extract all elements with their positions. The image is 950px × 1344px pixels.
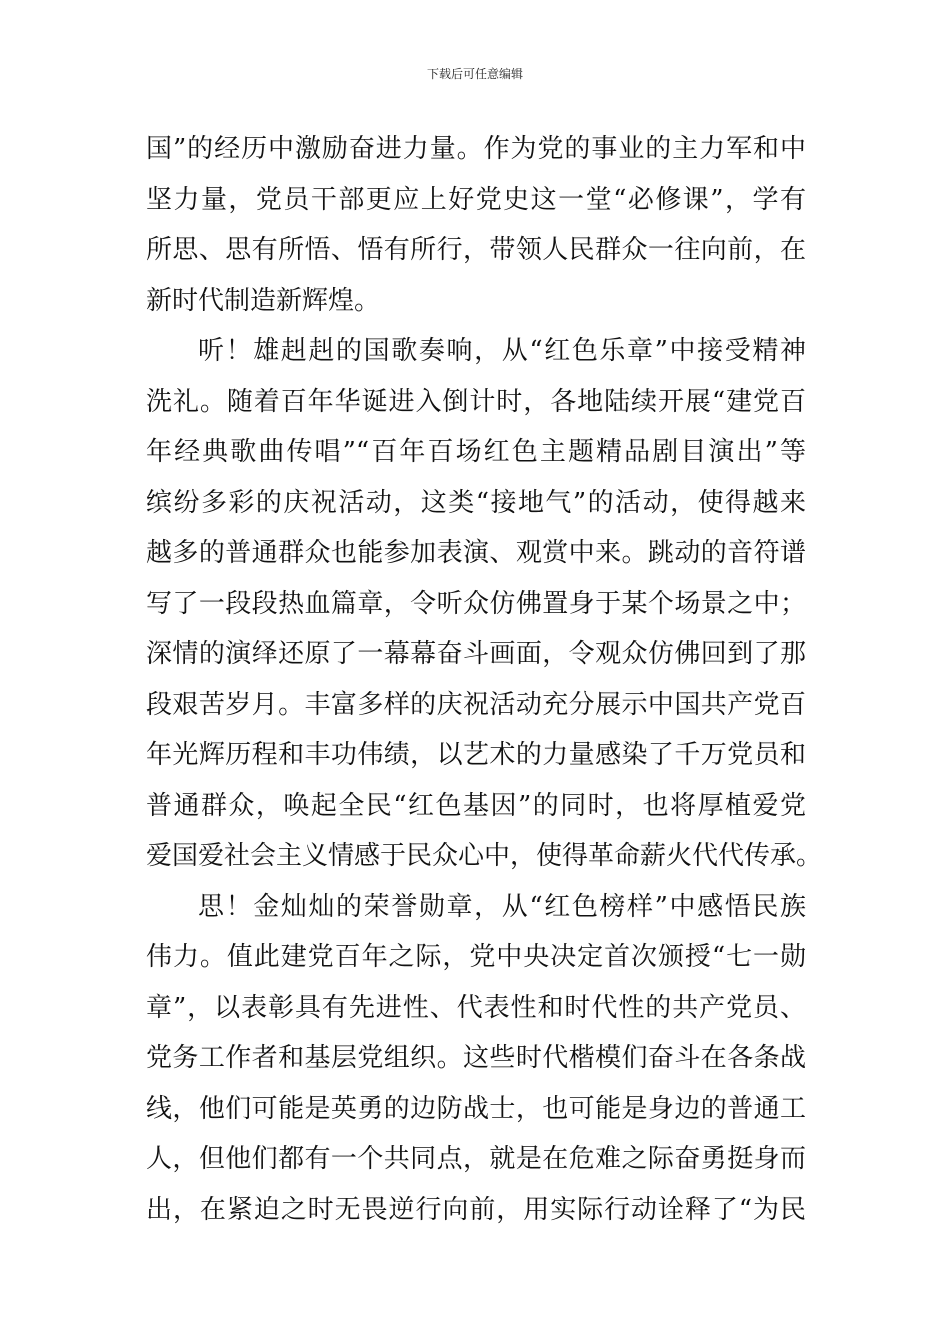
text-line: 段艰苦岁月。丰富多样的庆祝活动充分展示中国共产党百	[146, 689, 806, 720]
text-line: 深情的演绎还原了一幕幕奋斗画面，令观众仿佛回到了那	[146, 639, 806, 669]
text-line: 出，在紧迫之时无畏逆行向前，用实际行动诠释了“为民	[146, 1194, 806, 1225]
text-line: 坚力量，党员干部更应上好党史这一堂“必修课”，学有	[146, 184, 806, 215]
document-body	[146, 124, 823, 1235]
text-line: 伟力。值此建党百年之际，党中央决定首次颁授“七一勋	[146, 942, 806, 972]
text-line: 线，他们可能是英勇的边防战士，也可能是身边的普通工	[146, 1093, 806, 1124]
page-header: 下载后可任意编辑	[426, 67, 523, 81]
text-line: 年光辉历程和丰功伟绩，以艺术的力量感染了千万党员和	[146, 740, 806, 770]
paragraph-first-line: 听！雄赳赳的国歌奏响，从“红色乐章”中接受精神	[198, 336, 806, 366]
text-line: 写了一段段热血篇章，令听众仿佛置身于某个场景之中；	[146, 588, 806, 619]
text-line: 洗礼。随着百年华诞进入倒计时，各地陆续开展“建党百	[146, 386, 806, 417]
text-line: 所思、思有所悟、悟有所行，带领人民群众一往向前，在	[146, 235, 806, 265]
text-line: 爱国爱社会主义情感于民众心中，使得革命薪火代代传承。	[146, 841, 823, 871]
text-line: 新时代制造新辉煌。	[146, 285, 381, 316]
paragraph-first-line: 思！金灿灿的荣誉勋章，从“红色榜样”中感悟民族	[198, 891, 806, 922]
text-line: 缤纷多彩的庆祝活动，这类“接地气”的活动，使得越来	[146, 487, 806, 518]
text-line: 年经典歌曲传唱”“百年百场红色主题精品剧目演出”等	[146, 437, 806, 467]
text-line: 国”的经历中激励奋进力量。作为党的事业的主力军和中	[146, 134, 806, 164]
text-line: 党务工作者和基层党组织。这些时代楷模们奋斗在各条战	[146, 1043, 806, 1073]
text-line: 越多的普通群众也能参加表演、观赏中来。跳动的音符谱	[146, 538, 806, 568]
text-line: 章”，以表彰具有先进性、代表性和时代性的共产党员、	[146, 992, 806, 1023]
text-line: 人，但他们都有一个共同点，就是在危难之际奋勇挺身而	[146, 1144, 806, 1174]
text-line: 普通群众，唤起全民“红色基因”的同时，也将厚植爱党	[146, 790, 806, 821]
